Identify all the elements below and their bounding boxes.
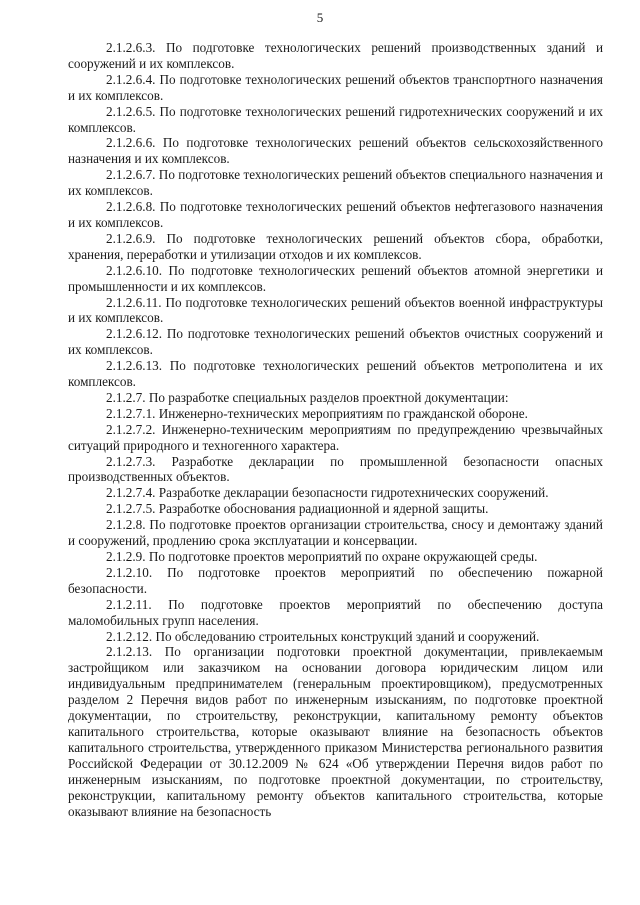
paragraph: 2.1.2.6.13. По подготовке технологических решений объектов метрополитена и их комплексов. — [68, 358, 603, 390]
paragraph: 2.1.2.11. По подготовке проектов мероприятий по обеспечению доступа маломобильных групп населения. — [68, 596, 603, 628]
page-number: 5 — [316, 10, 324, 25]
paragraph: 2.1.2.6.4. По подготовке технологических решений объектов транспортного назначения и их комплексов. — [68, 71, 603, 103]
paragraph: 2.1.2.6.8. По подготовке технологических решений объектов нефтегазового назначения и их комплексов. — [68, 199, 603, 230]
paragraph: 2.1.2.7.3. Разработке декларации по промышленной безопасности опасных производственных объектов. — [68, 453, 603, 485]
paragraph: 2.1.2.7. По разработке специальных разделов проектной документации: — [106, 389, 509, 405]
paragraph: 2.1.2.6.3. По подготовке технологических решений производственных зданий и сооружений и их комплексов. — [68, 40, 603, 71]
paragraph: 2.1.2.13. По организации подготовки проектной документации, привлекаемым застройщиком или заказчиком на основании договора юридическим лицом или индивидуальным предпринимателем (генеральным проектировщиком), предусмотренных разделом 2 Перечня видов работ по инженерным изысканиям, по подготовке проектной документации, по строительству, реконструкции, капитальному ремонту объектов капитального строительства, которые оказывают влияние на безопасность объектов капитального строительства, утвержденного приказом Министерства регионального развития Российской Федерации от 30.12.2009 № 624 «Об утверждении Перечня видов работ по инженерным изысканиям, по подготовке проектной документации, по строительству, реконструкции, капитальному ремонту объектов капитального строительства, которые оказывают влияние на безопасность — [68, 644, 603, 819]
paragraph: 2.1.2.7.4. Разработке декларации безопасности гидротехнических сооружений. — [106, 485, 549, 501]
paragraph: 2.1.2.7.2. Инженерно-техническим мероприятиям по предупреждению чрезвычайных ситуаций природного и техногенного характера. — [68, 421, 603, 453]
paragraph: 2.1.2.6.6. По подготовке технологических решений объектов сельскохозяйственного назначения и их комплексов. — [68, 135, 603, 167]
document-body — [68, 40, 603, 819]
paragraph: 2.1.2.6.9. По подготовке технологических решений объектов сбора, обработки, хранения, переработки и утилизации отходов и их комплексов. — [68, 230, 603, 262]
paragraph: 2.1.2.12. По обследованию строительных конструкций зданий и сооружений. — [106, 628, 540, 644]
paragraph: 2.1.2.6.10. По подготовке технологических решений объектов атомной энергетики и промышленности и их комплексов. — [68, 262, 603, 294]
paragraph: 2.1.2.6.7. По подготовке технологических решений объектов специального назначения и их комплексов. — [68, 167, 603, 199]
paragraph: 2.1.2.9. По подготовке проектов мероприятий по охране окружающей среды. — [106, 549, 538, 564]
paragraph: 2.1.2.7.1. Инженерно-технических мероприятиям по гражданской обороне. — [106, 405, 528, 421]
paragraph: 2.1.2.8. По подготовке проектов организации строительства, сносу и демонтажу зданий и сооружений, продлению срока эксплуатации и консервации. — [68, 517, 603, 549]
paragraph: 2.1.2.6.5. По подготовке технологических решений гидротехнических сооружений и их комплексов. — [68, 103, 603, 135]
paragraph: 2.1.2.10. По подготовке проектов мероприятий по обеспечению пожарной безопасности. — [68, 564, 603, 596]
paragraph: 2.1.2.6.11. По подготовке технологических решений объектов военной инфраструктуры и их комплексов. — [68, 294, 603, 326]
paragraph: 2.1.2.6.12. По подготовке технологических решений объектов очистных сооружений и их комплексов. — [68, 326, 603, 358]
paragraph: 2.1.2.7.5. Разработке обоснования радиационной и ядерной защиты. — [106, 501, 489, 517]
